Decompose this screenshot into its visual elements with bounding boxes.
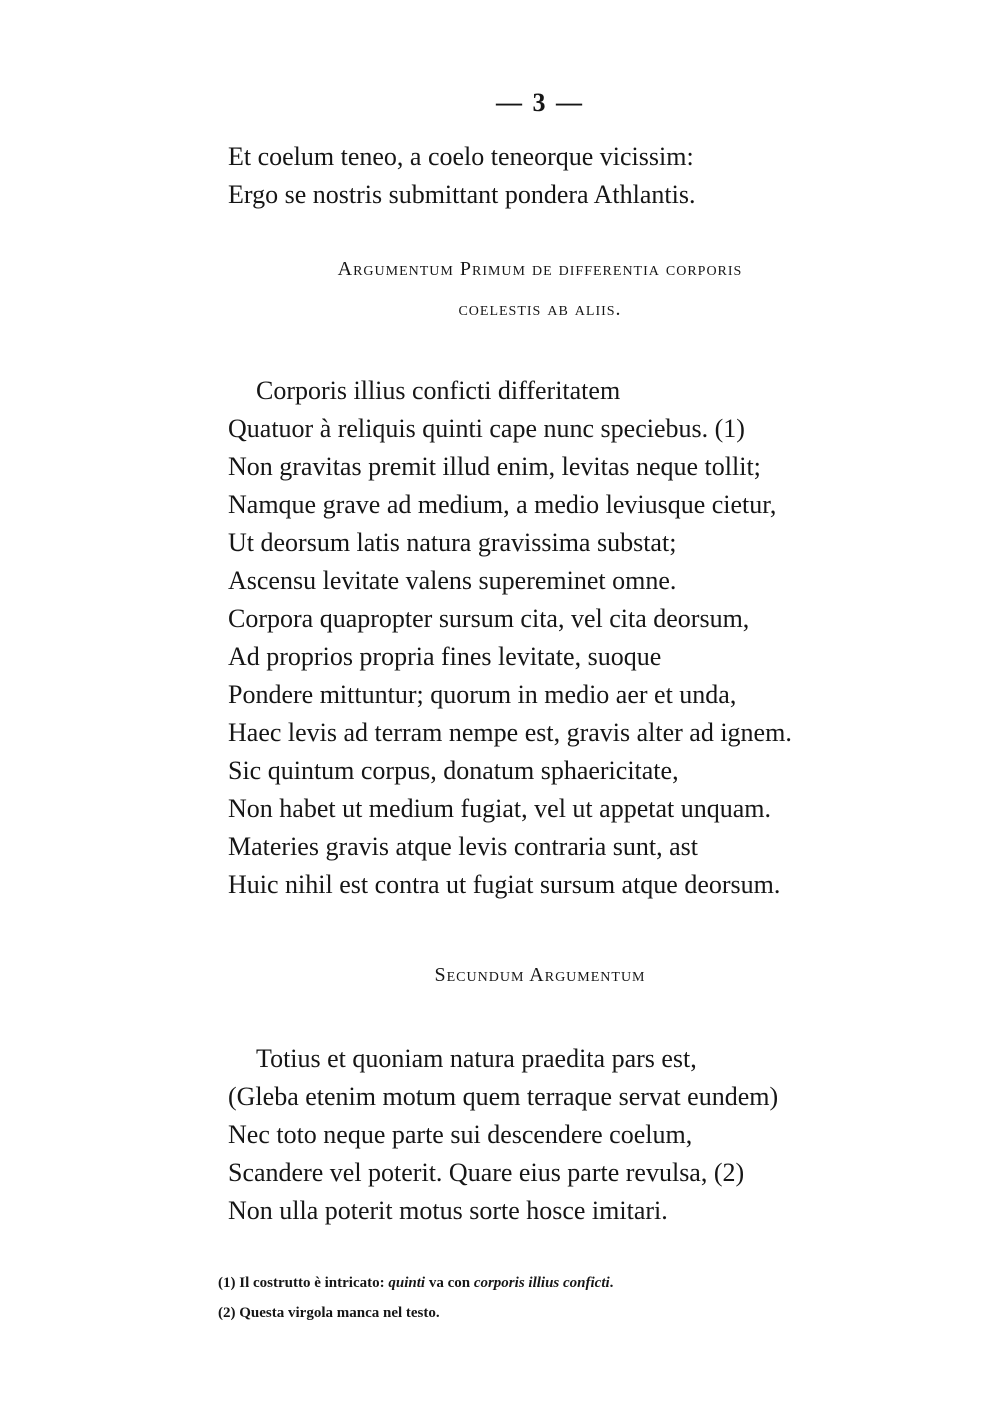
verse-line: Quatuor à reliquis quinti cape nunc speciebus. (1) [228,414,745,443]
verse-line: Ergo se nostris submittant pondera Athlantis. [228,180,696,209]
footnote-1 [218,1268,878,1298]
footnote-1-term-quinti: quinti [388,1275,426,1291]
verse-line: Ut deorsum latis natura gravissima substat; [228,528,677,557]
verse-line: (Gleba etenim motum quem terraque servat eundem) [228,1082,779,1111]
verse-line: Pondere mittuntur; quorum in medio aer et unda, [228,680,737,709]
verse-line: Non habet ut medium fugiat, vel ut appetat unquam. [228,794,771,823]
verse-line: Ad proprios propria fines levitate, suoque [228,642,662,671]
section-heading-primum-cont: coelestis ab aliis. [458,298,622,320]
stanza-secundum [228,1040,868,1230]
footnotes [218,1268,878,1328]
footnote-2: (2) Questa virgola manca nel testo. [218,1305,440,1321]
verse-line: Scandere vel poterit. Quare eius parte revulsa, (2) [228,1158,745,1187]
verse-line: Nec toto neque parte sui descendere coelum, [228,1120,693,1149]
opening-verses [228,138,868,214]
footnote-1-prefix: (1) Il costrutto è intricato: [218,1275,389,1291]
stanza-primum [228,372,868,904]
verse-line: Sic quintum corpus, donatum sphaericitate, [228,756,679,785]
page-number: — 3 — [496,88,584,117]
verse-line: Huic nihil est contra ut fugiat sursum atque deorsum. [228,870,781,899]
verse-line: Corporis illius conficti differitatem [256,376,621,405]
verse-line: Corpora quapropter sursum cita, vel cita deorsum, [228,604,750,633]
footnote-1-middle: va con [425,1275,474,1291]
verse-line: Haec levis ad terram nempe est, gravis alter ad ignem. [228,718,792,747]
verse-line: Materies gravis atque levis contraria sunt, ast [228,832,699,861]
verse-line: Ascensu levitate valens supereminet omne. [228,566,677,595]
footnote-1-suffix: . [609,1275,614,1291]
verse-line: Non gravitas premit illud enim, levitas neque tollit; [228,452,761,481]
verse-line: Et coelum teneo, a coelo teneorque vicissim: [228,142,694,171]
verse-line: Totius et quoniam natura praedita pars est, [256,1044,697,1073]
section-heading-primum: Argumentum Primum de differentia corporis [337,258,743,280]
footnote-1-term-corporis: corporis illius conficti [473,1275,610,1291]
verse-line: Non ulla poterit motus sorte hosce imitari. [228,1196,668,1225]
section-heading-secundum: Secundum Argumentum [434,964,646,986]
verse-line: Namque grave ad medium, a medio leviusque cietur, [228,490,777,519]
